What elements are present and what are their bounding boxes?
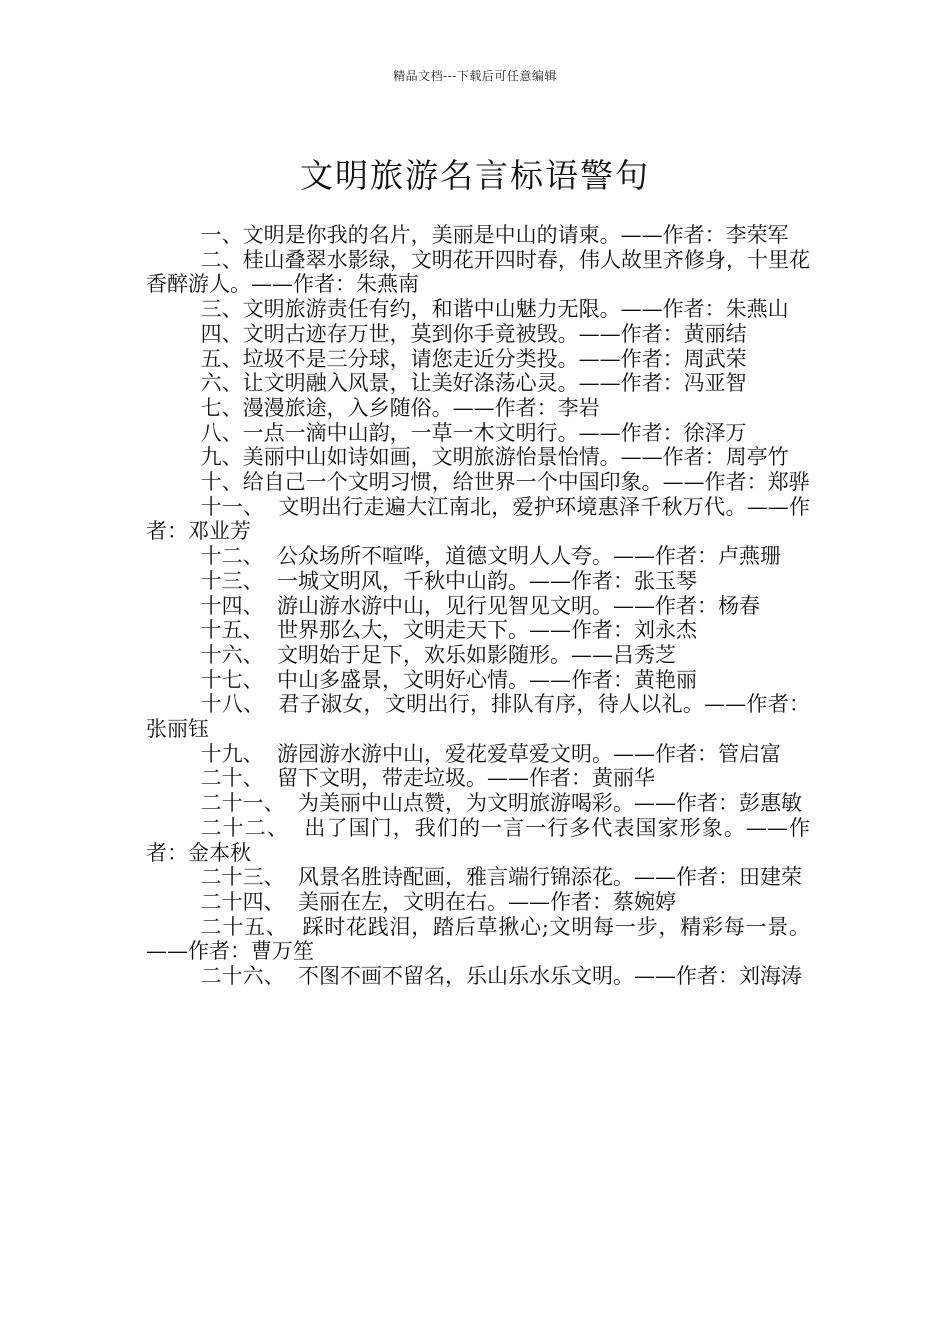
quote-separator bbox=[264, 766, 277, 790]
quote-separator bbox=[289, 816, 305, 840]
quote-list bbox=[146, 223, 810, 989]
quote-item bbox=[146, 569, 810, 594]
quote-item bbox=[146, 643, 810, 668]
quote-item bbox=[146, 223, 810, 248]
quote-number: 七、 bbox=[200, 395, 243, 420]
quote-item bbox=[146, 544, 810, 569]
quote-number: 二、 bbox=[200, 247, 243, 272]
quote-separator bbox=[264, 643, 277, 667]
quote-separator bbox=[264, 692, 278, 716]
quote-number: 四、 bbox=[200, 321, 243, 346]
quote-number: 三、 bbox=[200, 297, 243, 322]
quote-number: 十一、 bbox=[200, 494, 265, 519]
quote-number: 二十三、 bbox=[200, 865, 285, 890]
quote-text: 中山多盛景，文明好心情。——作者：黄艳丽 bbox=[276, 667, 697, 692]
quote-text: 桂山叠翠水影绿，文明花开四时春，伟人故里齐修身，十里花香醉游人。——作者：朱燕南 bbox=[146, 247, 810, 297]
quote-text: 出了国门，我们的一言一行多代表国家形象。——作者：金本秋 bbox=[146, 815, 811, 865]
quote-number: 十五、 bbox=[200, 618, 264, 643]
quote-item bbox=[146, 816, 810, 865]
quote-number: 十二、 bbox=[200, 544, 264, 569]
quote-text: 垃圾不是三分球，请您走近分类投。——作者：周武荣 bbox=[242, 346, 747, 371]
quote-text: 风景名胜诗配画，雅言端行锦添花。——作者：田建荣 bbox=[297, 865, 802, 890]
quote-separator bbox=[285, 865, 298, 889]
quote-text: 让文明融入风景，让美好涤荡心灵。——作者：冯亚智 bbox=[242, 371, 747, 396]
quote-separator bbox=[285, 964, 298, 988]
quote-separator bbox=[264, 618, 277, 642]
quote-item bbox=[146, 297, 810, 322]
quote-text: 美丽在左，文明在右。——作者：蔡婉婷 bbox=[297, 889, 676, 914]
quote-item bbox=[146, 445, 810, 470]
quote-number: 十八、 bbox=[200, 692, 265, 717]
quote-text: 不图不画不留名，乐山乐水乐文明。——作者：刘海涛 bbox=[297, 964, 802, 989]
quote-item bbox=[146, 618, 810, 643]
quote-item bbox=[146, 692, 810, 741]
quote-item bbox=[146, 322, 810, 347]
quote-number: 二十六、 bbox=[200, 964, 285, 989]
quote-text: 文明是你我的名片，美丽是中山的请柬。——作者：李荣军 bbox=[242, 223, 789, 247]
quote-number: 十三、 bbox=[200, 568, 264, 593]
quote-number: 五、 bbox=[200, 346, 243, 371]
quote-item bbox=[146, 766, 810, 791]
quote-number: 二十二、 bbox=[200, 815, 289, 840]
quote-item bbox=[146, 470, 810, 495]
quote-item bbox=[146, 371, 810, 396]
quote-item bbox=[146, 248, 810, 297]
quote-item bbox=[146, 668, 810, 693]
quote-number: 十六、 bbox=[200, 642, 264, 667]
quote-text: 文明出行走遍大江南北，爱护环境惠泽千秋万代。——作者：邓业芳 bbox=[146, 494, 811, 544]
quote-item bbox=[146, 594, 810, 619]
quote-text: 踩时花践泪，踏后草揪心;文明每一步，精彩每一景。——作者：曹万笙 bbox=[146, 914, 810, 964]
quote-separator bbox=[264, 594, 277, 618]
quote-item bbox=[146, 964, 810, 989]
quote-text: 一城文明风，千秋中山韵。——作者：张玉琴 bbox=[276, 568, 697, 593]
quote-text: 游园游水游中山，爱花爱草爱文明。——作者：管启富 bbox=[276, 741, 781, 766]
quote-separator bbox=[264, 668, 277, 692]
quote-number: 二十四、 bbox=[200, 889, 285, 914]
quote-text: 公众场所不喧哗，道德文明人人夸。——作者：卢燕珊 bbox=[276, 544, 781, 569]
quote-item bbox=[146, 742, 810, 767]
quote-text: 君子淑女，文明出行，排队有序，待人以礼。——作者：张丽钰 bbox=[146, 692, 811, 742]
quote-separator bbox=[285, 791, 298, 815]
quote-item bbox=[146, 421, 810, 446]
quote-item bbox=[146, 915, 810, 964]
document-title: 文明旅游名言标语警句 bbox=[300, 156, 650, 196]
quote-item bbox=[146, 865, 810, 890]
quote-number: 十、 bbox=[200, 470, 243, 495]
quote-text: 游山游水游中山，见行见智见文明。——作者：杨春 bbox=[276, 593, 760, 618]
quote-number: 八、 bbox=[200, 420, 243, 445]
quote-text: 世界那么大，文明走天下。——作者：刘永杰 bbox=[276, 618, 697, 643]
quote-item bbox=[146, 347, 810, 372]
quote-separator bbox=[285, 890, 298, 914]
quote-separator bbox=[264, 544, 277, 568]
quote-text: 给自己一个文明习惯，给世界一个中国印象。——作者：郑骅 bbox=[242, 470, 810, 495]
quote-separator bbox=[264, 569, 277, 593]
quote-number: 十九、 bbox=[200, 741, 264, 766]
quote-item bbox=[146, 890, 810, 915]
quote-text: 文明旅游责任有约，和谐中山魅力无限。——作者：朱燕山 bbox=[242, 297, 789, 322]
quote-number: 一、 bbox=[200, 223, 243, 247]
quote-number: 二十五、 bbox=[200, 914, 288, 939]
quote-item bbox=[146, 396, 810, 421]
page-header-note: 精品文档---下载后可任意编辑 bbox=[393, 69, 557, 83]
quote-text: 文明古迹存万世，莫到你手竟被毁。——作者：黄丽结 bbox=[242, 321, 747, 346]
quote-text: 一点一滴中山韵，一草一木文明行。——作者：徐泽万 bbox=[242, 420, 747, 445]
quote-separator bbox=[264, 495, 278, 519]
quote-text: 文明始于足下，欢乐如影随形。——吕秀芝 bbox=[276, 642, 676, 667]
quote-text: 留下文明，带走垃圾。——作者：黄丽华 bbox=[276, 766, 655, 791]
quote-number: 二十一、 bbox=[200, 791, 285, 816]
quote-text: 为美丽中山点赞，为文明旅游喝彩。——作者：彭惠敏 bbox=[297, 791, 802, 816]
quote-text: 美丽中山如诗如画，文明旅游怡景怡情。——作者：周亭竹 bbox=[242, 445, 789, 470]
quote-number: 六、 bbox=[200, 371, 243, 396]
quote-number: 二十、 bbox=[200, 766, 264, 791]
quote-separator bbox=[288, 915, 303, 939]
quote-number: 九、 bbox=[200, 445, 243, 470]
quote-item bbox=[146, 791, 810, 816]
quote-separator bbox=[264, 742, 277, 766]
quote-item bbox=[146, 495, 810, 544]
quote-text: 漫漫旅途，入乡随俗。——作者：李岩 bbox=[242, 395, 600, 420]
quote-number: 十七、 bbox=[200, 667, 264, 692]
quote-number: 十四、 bbox=[200, 593, 264, 618]
